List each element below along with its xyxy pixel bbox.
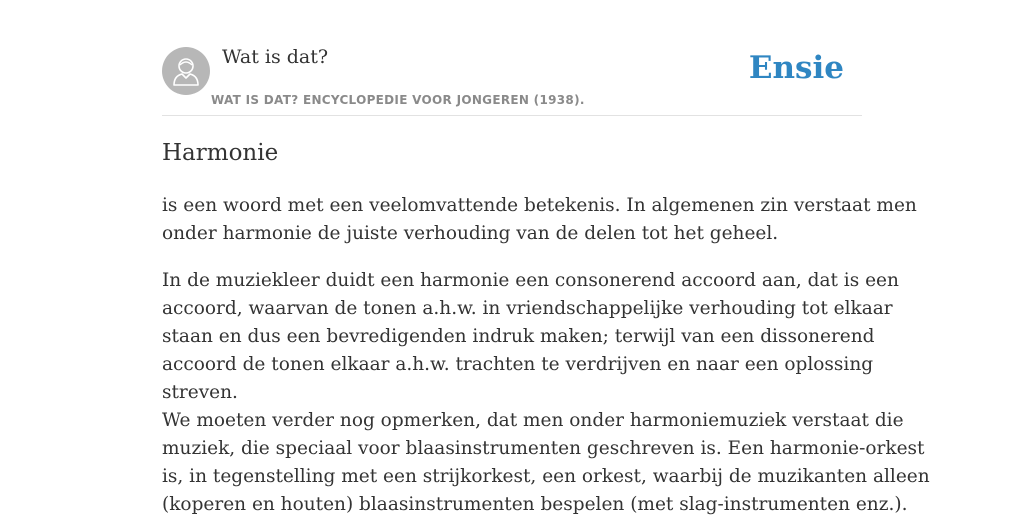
source-header	[162, 0, 862, 116]
paragraph-line: accoord de tonen elkaar a.h.w. trachten te verdrijven en naar een oplossing	[162, 354, 874, 375]
paragraph-line: We moeten verder nog opmerken, dat men onder harmoniemuziek verstaat die	[162, 410, 904, 431]
paragraph-line: staan en dus een bevredigenden indruk maken; terwijl van een dissonerend	[162, 326, 875, 347]
paragraph-line: is, in tegenstelling met een strijkorkest, een orkest, waarbij de muzikanten alleen	[162, 466, 930, 487]
entry-title: Harmonie	[162, 140, 279, 166]
paragraph-line: accoord, waarvan de tonen a.h.w. in vriendschappelijke verhouding tot elkaar	[162, 298, 893, 319]
source-title[interactable]: Wat is dat?	[222, 46, 329, 68]
paragraph-line: is een woord met een veelomvattende betekenis. In algemenen zin verstaat men	[162, 195, 917, 216]
paragraph-1	[162, 192, 917, 248]
paragraph-line: streven.	[162, 382, 238, 403]
paragraph-line: muziek, die speciaal voor blaasinstrumenten geschreven is. Een harmonie-orkest	[162, 438, 925, 459]
source-avatar[interactable]	[162, 47, 210, 95]
paragraph-line: (koperen en houten) blaasinstrumenten bespelen (met slag-instrumenten enz.).	[162, 494, 908, 515]
paragraph-line: onder harmonie de juiste verhouding van de delen tot het geheel.	[162, 223, 779, 244]
brand-logo-link[interactable]: Ensie	[748, 50, 844, 86]
entry-body	[162, 192, 930, 519]
article-container	[162, 0, 930, 515]
source-subtitle[interactable]: WAT IS DAT? ENCYCLOPEDIE VOOR JONGEREN (1938).	[211, 93, 585, 107]
user-placeholder-icon	[162, 47, 210, 95]
paragraph-2	[162, 267, 930, 519]
paragraph-line: In de muziekleer duidt een harmonie een consonerend accoord aan, dat is een	[162, 270, 899, 291]
paragraph-gap	[162, 248, 862, 267]
